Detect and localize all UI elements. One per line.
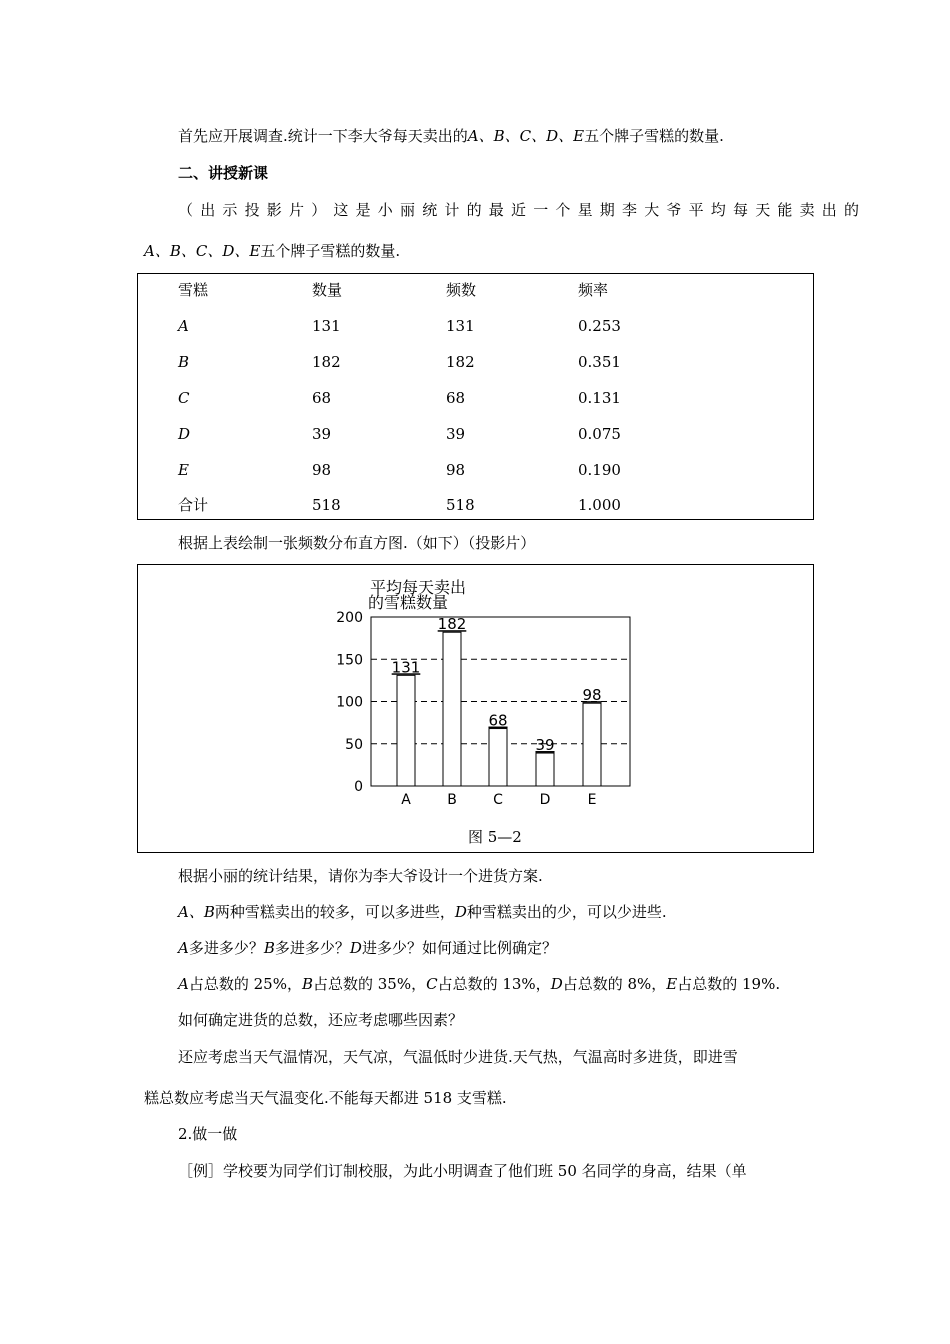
section-heading: 二、讲授新课 [178, 164, 269, 182]
table-cell-quantity: 98 [312, 461, 332, 479]
para6-t1: 占总数的 25%， [188, 975, 302, 993]
intro-text-suffix: 五个牌子雪糕的数量. [584, 127, 724, 145]
para6-d: D [550, 975, 563, 993]
y-tick-label: 200 [336, 610, 363, 626]
para5-b: B [263, 939, 275, 957]
bar-data-label: 182 [437, 615, 467, 634]
x-axis-labels [401, 792, 596, 808]
table-cell-quantity: 68 [312, 389, 332, 407]
table-cell-frequency: 182 [446, 353, 475, 371]
figure-box [137, 564, 814, 853]
para5-t2: 多进多少？ [274, 939, 350, 957]
para9: 2.做一做 [178, 1125, 238, 1143]
table-cell-rate: 1.000 [578, 496, 621, 514]
para1-suffix: 五个牌子雪糕的数量. [260, 242, 401, 260]
table-cell-quantity: 182 [312, 353, 341, 371]
bar-data-label: 39 [535, 736, 555, 755]
x-tick-label: D [539, 792, 551, 808]
table-cell-frequency: 68 [446, 389, 466, 407]
table-cell-brand: A [178, 317, 189, 335]
bars [392, 615, 602, 786]
y-axis-ticks [336, 610, 363, 795]
bar [536, 753, 554, 786]
para5-t3: 进多少？如何通过比例确定？ [361, 939, 557, 957]
para5-a: A [178, 939, 189, 957]
table-cell-frequency: 131 [446, 317, 475, 335]
figure-caption: 图 5—2 [468, 828, 522, 846]
bar [443, 632, 461, 786]
para4-ab: A、B [178, 903, 215, 921]
bar [583, 703, 601, 786]
chart-title-line1: 平均每天卖出 [369, 578, 467, 597]
para5-t1: 多进多少？ [188, 939, 264, 957]
table-cell-frequency: 518 [446, 496, 475, 514]
para4 [178, 902, 667, 922]
para4-d: D [454, 903, 467, 921]
bar [397, 675, 415, 786]
y-tick-label: 150 [336, 652, 363, 669]
table-header-brand: 雪糕 [178, 281, 209, 299]
bar-data-label: 68 [488, 711, 508, 730]
para6-a: A [178, 975, 189, 993]
para8-line2: 糕总数应考虑当天气温变化.不能每天都进 518 支雪糕. [144, 1089, 507, 1107]
table-cell-rate: 0.131 [578, 389, 621, 407]
table-cell-total-label: 合计 [178, 496, 209, 514]
table-cell-rate: 0.190 [578, 461, 621, 479]
para1-line2 [144, 241, 400, 261]
table-cell-brand: B [178, 353, 190, 371]
frequency-table [137, 273, 814, 520]
para4-mid: 两种雪糕卖出的较多，可以多进些， [214, 903, 455, 921]
x-tick-label: A [401, 792, 411, 808]
para6-b: B [301, 975, 313, 993]
table-cell-frequency: 39 [446, 425, 466, 443]
table-cell-rate: 0.253 [578, 317, 621, 335]
table-header-rate: 频率 [578, 281, 609, 299]
y-tick-label: 100 [336, 694, 363, 711]
para1-line1: （出示投影片）这是小丽统计的最近一个星期李大爷平均每天能卖出的 [178, 201, 867, 219]
para7: 如何确定进货的总数，还应考虑哪些因素？ [178, 1011, 464, 1029]
chart-title-line2: 的雪糕数量 [367, 593, 449, 612]
para6-t3: 占总数的 13%， [437, 975, 551, 993]
para6-t4: 占总数的 8%， [562, 975, 667, 993]
intro-brands: A、B、C、D、E [467, 127, 585, 145]
bar [489, 729, 507, 786]
table-cell-rate: 0.351 [578, 353, 621, 371]
table-cell-rate: 0.075 [578, 425, 621, 443]
para5-d: D [349, 939, 362, 957]
para4-end: 种雪糕卖出的少，可以少进些. [466, 903, 667, 921]
table-cell-brand: E [178, 461, 189, 479]
table-cell-frequency: 98 [446, 461, 466, 479]
para5 [178, 938, 557, 958]
intro-text-prefix: 首先应开展调查.统计一下李大爷每天卖出的 [178, 127, 468, 145]
table-header-frequency: 频数 [446, 281, 477, 299]
para6-t2: 占总数的 35%， [312, 975, 427, 993]
intro-paragraph [178, 126, 724, 146]
para10: ［例］学校要为同学们订制校服，为此小明调查了他们班 50 名同学的身高，结果（单 [178, 1162, 747, 1180]
table-cell-brand: C [178, 389, 190, 407]
bar-data-label: 98 [582, 686, 602, 705]
table-cell-quantity: 39 [312, 425, 332, 443]
table-cell-quantity: 518 [312, 496, 341, 514]
para3: 根据小丽的统计结果，请你为李大爷设计一个进货方案. [178, 867, 543, 885]
para2: 根据上表绘制一张频数分布直方图.（如下）（投影片） [178, 534, 536, 552]
para1-brands: A、B、C、D、E [144, 242, 261, 260]
table-header-quantity: 数量 [312, 281, 343, 299]
para6-e: E [666, 975, 678, 993]
x-tick-label: B [447, 792, 457, 808]
bar-chart [138, 565, 813, 852]
bar-data-label: 131 [391, 658, 421, 677]
table-cell-brand: D [178, 425, 191, 443]
y-tick-label: 0 [354, 779, 363, 795]
table-cell-quantity: 131 [312, 317, 341, 335]
y-tick-label: 50 [345, 736, 363, 753]
para6 [178, 974, 780, 994]
x-tick-label: C [493, 792, 503, 808]
para6-c: C [426, 975, 438, 993]
para8-line1: 还应考虑当天气温情况，天气凉，气温低时少进货.天气热，气温高时多进货，即进雪 [178, 1048, 738, 1066]
para6-t5: 占总数的 19%. [677, 975, 781, 993]
x-tick-label: E [587, 792, 597, 808]
